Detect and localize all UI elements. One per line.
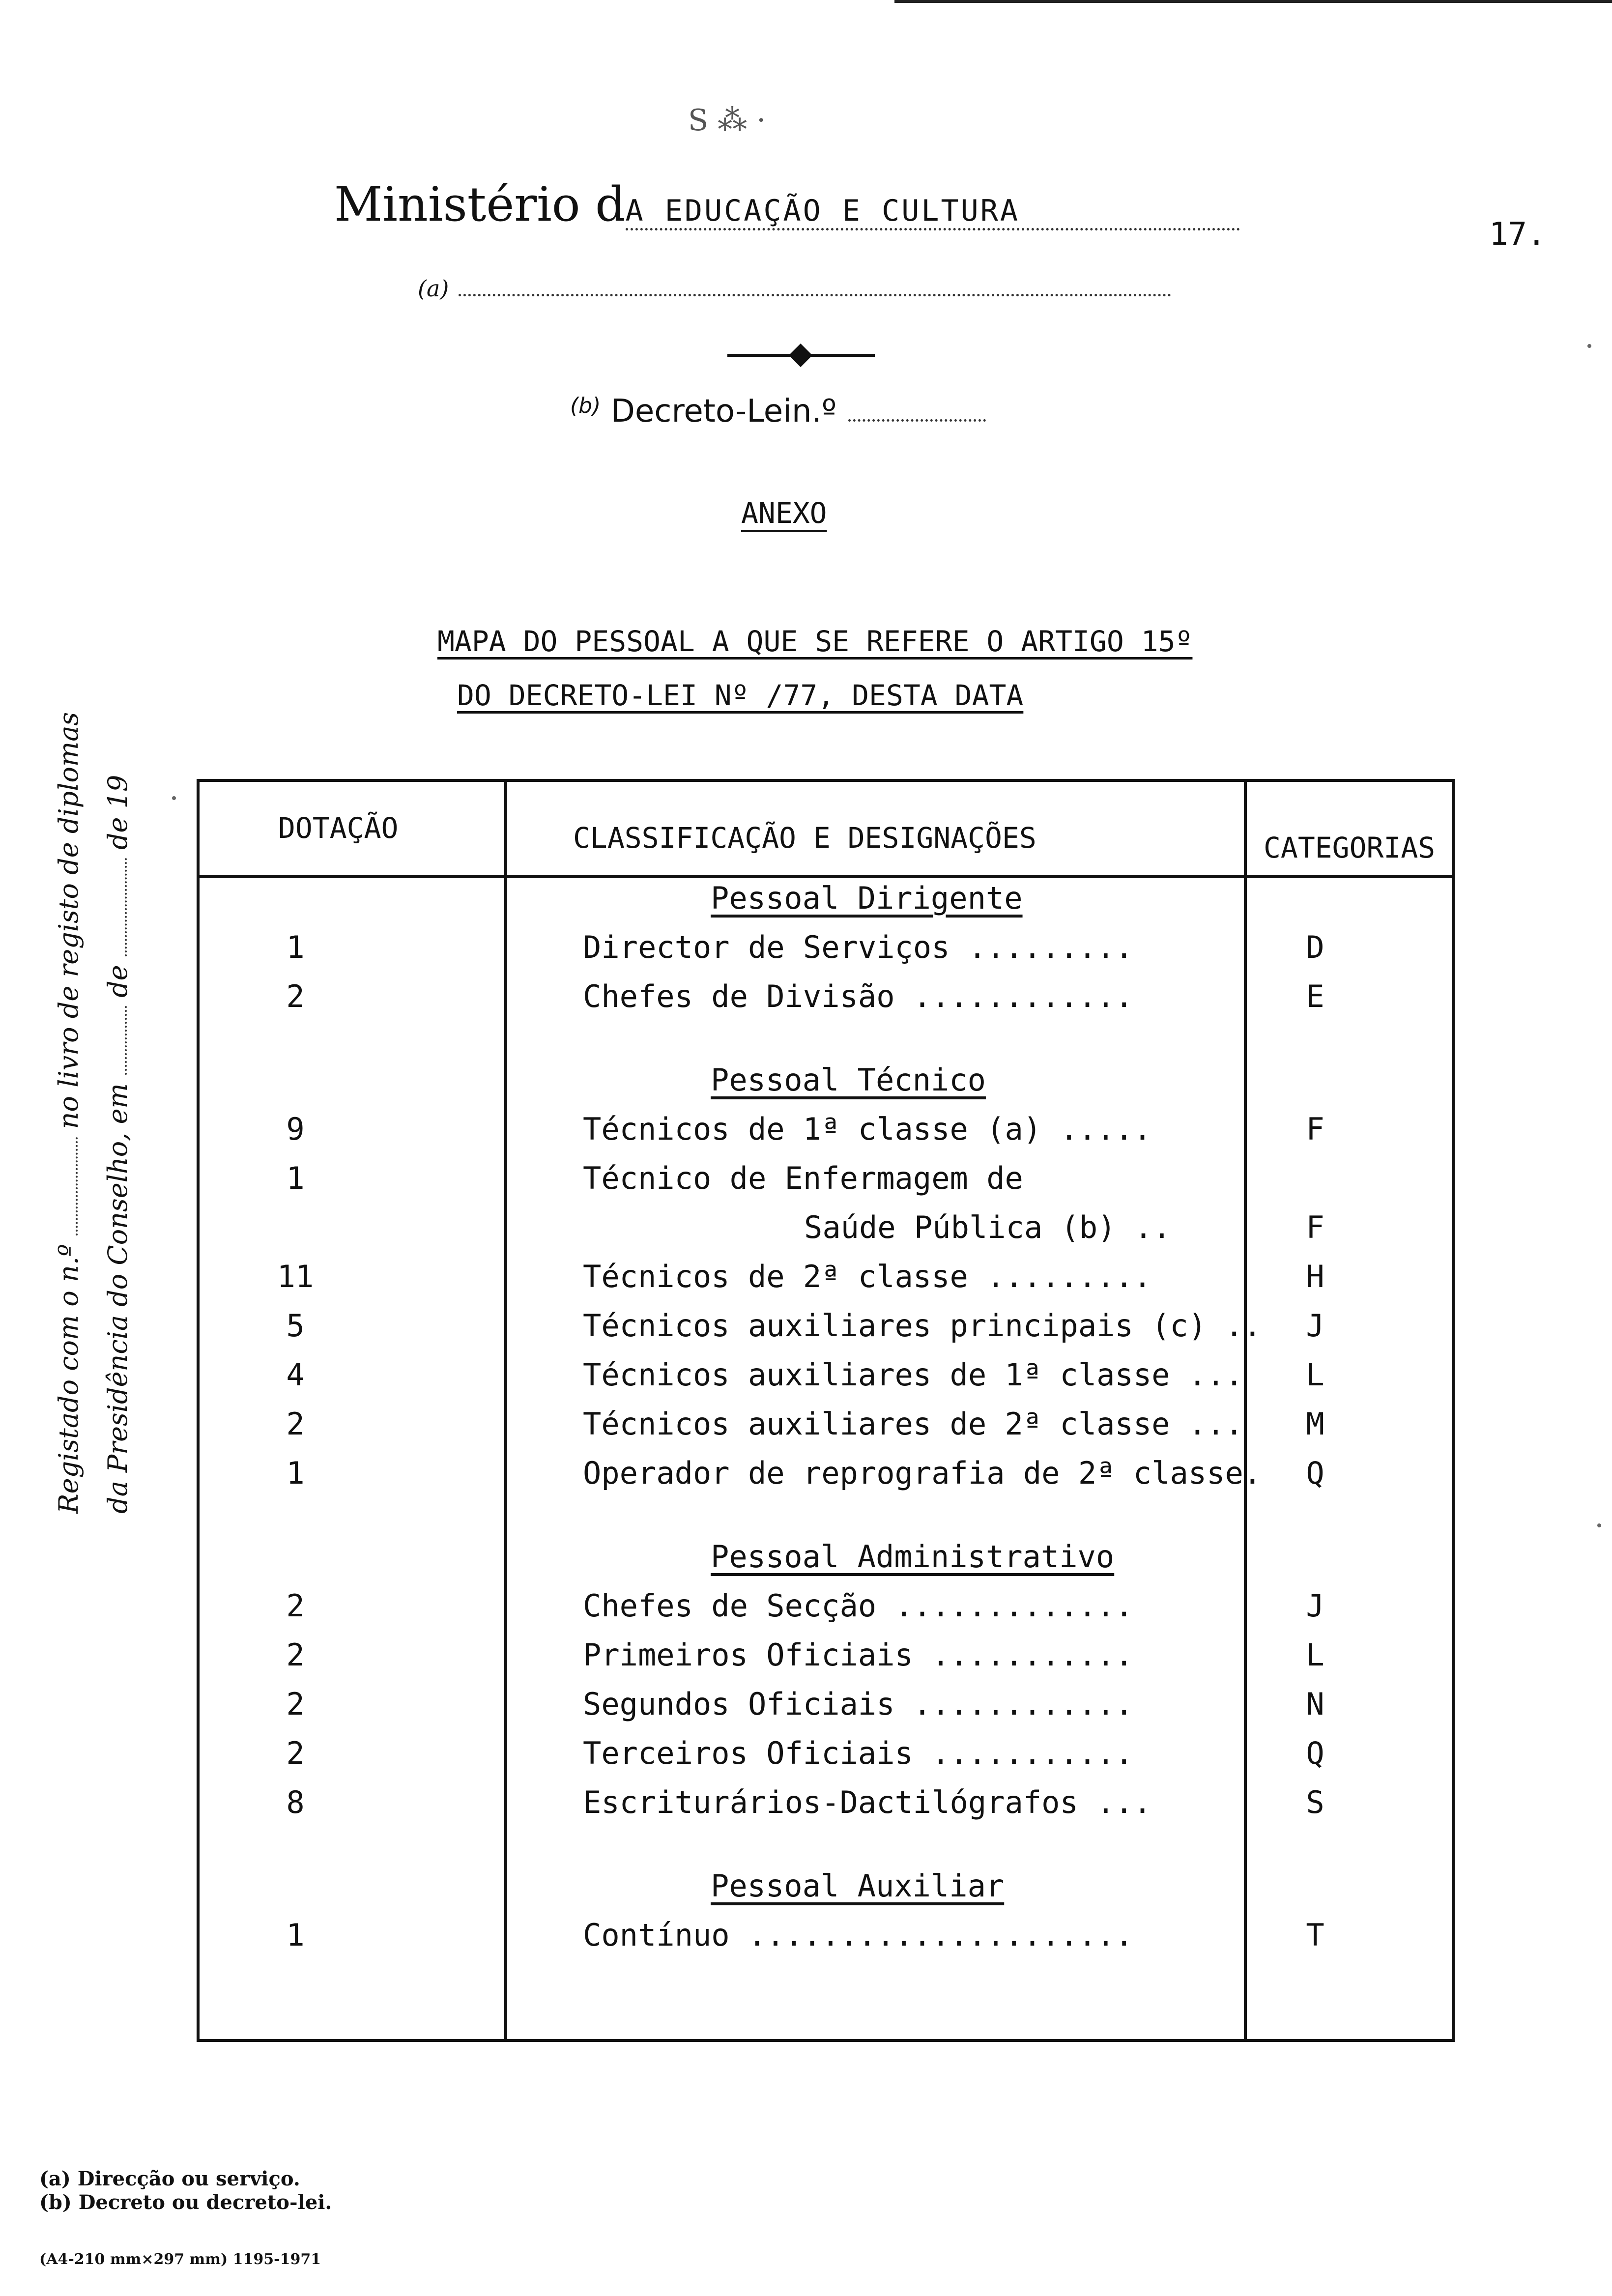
table-row	[200, 1111, 1452, 1160]
form-code: (A4-210 mm×297 mm) 1195-1971	[39, 2251, 321, 2268]
category-cell: F	[1306, 1111, 1324, 1147]
classification-cell: Escriturários-Dactilógrafos ...	[583, 1784, 1152, 1820]
table-row	[200, 1406, 1452, 1455]
classification-cell: Primeiros Oficiais ...........	[583, 1637, 1133, 1673]
classification-cell: Operador de reprografia de 2ª classe.	[583, 1455, 1262, 1491]
dotacao-cell: 11	[277, 1259, 314, 1294]
dotacao-cell: 2	[286, 1637, 305, 1673]
category-cell: L	[1306, 1357, 1324, 1393]
dotacao-cell: 2	[286, 1406, 305, 1442]
table-header-divider	[200, 875, 1452, 878]
side-line-2-b: de	[102, 965, 133, 998]
side-line-1	[44, 604, 93, 1514]
dotacao-cell: 2	[286, 1686, 305, 1722]
table-row	[200, 1834, 1452, 1868]
decree-label-sup: (b)	[570, 393, 601, 418]
table-row	[200, 1917, 1452, 1966]
table-row	[200, 1504, 1452, 1539]
category-cell: H	[1306, 1259, 1324, 1294]
classification-cell: Chefes de Secção .............	[583, 1588, 1133, 1624]
decree-label: Decreto-Lein.º	[610, 393, 837, 430]
dotacao-cell: 1	[286, 1455, 305, 1491]
side-line-1-a: Registado com o n.º	[53, 1244, 84, 1514]
category-cell: S	[1306, 1784, 1324, 1820]
ministry-d: d	[595, 177, 626, 232]
dotacao-cell: 1	[286, 1917, 305, 1953]
category-cell: F	[1306, 1209, 1324, 1245]
table-row	[200, 1686, 1452, 1735]
ministry-department: A EDUCAÇÃO E CULTURA	[626, 194, 1240, 230]
side-line-2	[93, 604, 143, 1514]
side-line-1-b: no livro de registo de diplomas	[53, 712, 84, 1129]
ornament-diamond	[789, 344, 812, 367]
page-number: 17.	[1489, 216, 1546, 253]
category-cell: Q	[1306, 1735, 1324, 1771]
category-cell: N	[1306, 1686, 1324, 1722]
section-row	[200, 1062, 1452, 1111]
speck	[1597, 1523, 1601, 1527]
classification-cell: Terceiros Oficiais ...........	[583, 1735, 1133, 1771]
table-row	[200, 978, 1452, 1028]
section-row	[200, 1539, 1452, 1588]
section-row	[200, 880, 1452, 929]
side-line-2-a: da Presidência do Conselho, em	[102, 1083, 133, 1514]
table-row	[200, 1357, 1452, 1406]
table-body	[200, 880, 1452, 1966]
ministry-prefix: Ministério	[334, 177, 580, 232]
side-dots-2	[125, 1006, 127, 1075]
table-row	[200, 1160, 1452, 1209]
classification-cell: Contínuo .....................	[583, 1917, 1133, 1953]
side-line-2-c: de 19	[102, 775, 133, 850]
top-rule	[894, 0, 1612, 3]
classification-cell: Técnicos de 1ª classe (a) .....	[583, 1111, 1152, 1147]
speck	[1587, 344, 1591, 348]
section-title: Pessoal Auxiliar	[711, 1868, 1005, 1904]
classification-cell: Técnicos auxiliares de 1ª classe ...	[583, 1357, 1243, 1393]
classification-cell: Técnicos auxiliares de 2ª classe ...	[583, 1406, 1243, 1442]
section-title: Pessoal Administrativo	[711, 1539, 1115, 1575]
table-row	[200, 1735, 1452, 1784]
section-title: Pessoal Técnico	[711, 1062, 986, 1098]
dotacao-cell: 2	[286, 1735, 305, 1771]
mapa-title	[437, 614, 1192, 722]
header-classificacao: CLASSIFICAÇÃO E DESIGNAÇÕES	[573, 821, 1036, 855]
category-cell: J	[1306, 1588, 1324, 1624]
ministry-header	[334, 177, 1240, 232]
table-row	[200, 1308, 1452, 1357]
footnote-b: (b) Decreto ou decreto-lei.	[39, 2191, 332, 2214]
dotacao-cell: 8	[286, 1784, 305, 1820]
table-row	[200, 1588, 1452, 1637]
table-row	[200, 1637, 1452, 1686]
decree-line	[570, 393, 986, 430]
category-cell: Q	[1306, 1455, 1324, 1491]
mapa-line-2: DO DECRETO-LEI Nº /77, DESTA DATA	[457, 679, 1024, 712]
category-cell: D	[1306, 929, 1324, 965]
table-row	[200, 1455, 1452, 1504]
classification-cell: Director de Serviços .........	[583, 929, 1133, 965]
dotacao-cell: 2	[286, 1588, 305, 1624]
dotacao-cell: 5	[286, 1308, 305, 1344]
line-a-dots	[459, 294, 1171, 296]
dotacao-cell: 1	[286, 1160, 305, 1196]
category-cell: E	[1306, 978, 1324, 1014]
classification-cell: Segundos Oficiais ............	[583, 1686, 1133, 1722]
table-row	[200, 1259, 1452, 1308]
side-dots-1	[76, 1137, 78, 1235]
dotacao-cell: 4	[286, 1357, 305, 1393]
header-categorias: CATEGORIAS	[1264, 831, 1436, 864]
category-cell: M	[1306, 1406, 1324, 1442]
side-registration-note	[44, 604, 143, 1514]
side-dots-3	[125, 858, 127, 956]
category-cell: L	[1306, 1637, 1324, 1673]
dotacao-cell: 2	[286, 978, 305, 1014]
speck	[172, 796, 176, 800]
table-row	[200, 1028, 1452, 1062]
line-a-label: (a)	[418, 275, 449, 302]
dotacao-cell: 1	[286, 929, 305, 965]
category-cell: T	[1306, 1917, 1324, 1953]
classification-cell: Técnicos auxiliares principais (c) ..	[583, 1308, 1262, 1344]
category-cell: J	[1306, 1308, 1324, 1344]
anexo-title: ANEXO	[741, 496, 827, 530]
stamp-mark: S ⁂ ·	[688, 103, 766, 138]
section-title: Pessoal Dirigente	[711, 880, 1023, 916]
line-a	[418, 275, 1171, 302]
dotacao-cell: 9	[286, 1111, 305, 1147]
classification-cell: Técnicos de 2ª classe .........	[583, 1259, 1152, 1294]
table-row	[200, 1784, 1452, 1834]
table-row	[200, 1209, 1452, 1259]
footnote-a: (a) Direcção ou serviço.	[39, 2167, 300, 2190]
section-row	[200, 1868, 1452, 1917]
classification-cell: Técnico de Enfermagem de	[583, 1160, 1023, 1196]
header-dotacao: DOTAÇÃO	[278, 811, 399, 845]
classification-cell: Chefes de Divisão ............	[583, 978, 1133, 1014]
personnel-table	[197, 779, 1455, 2042]
mapa-line-1: MAPA DO PESSOAL A QUE SE REFERE O ARTIGO 15º	[437, 625, 1193, 658]
decree-dots	[848, 419, 986, 422]
classification-cell: Saúde Pública (b) ..	[804, 1209, 1171, 1245]
table-row	[200, 929, 1452, 978]
